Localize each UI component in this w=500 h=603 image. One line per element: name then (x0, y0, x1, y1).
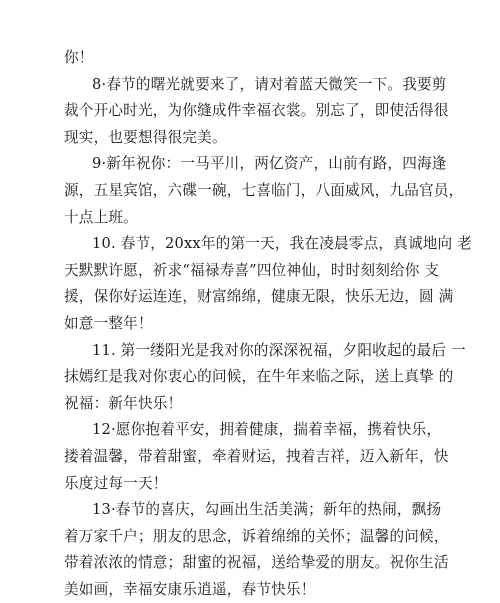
text-line: 着万家千户；朋友的思念，诉着绵绵的关怀；温馨的问候， (64, 527, 449, 545)
text-line: 你！ (64, 49, 94, 66)
text-line: 源，五星宾馆，六碟一碗，七喜临门，八面威风，九品官员， (64, 181, 464, 199)
text-line: 9·新年祝你：一马平川，两亿资产，山前有路，四海逢 (92, 155, 447, 173)
text-line: 裁个开心时光，为你缝成件幸福衣裳。别忘了，即使活得很 (64, 102, 449, 120)
text-line: 祝福：新年快乐！ (64, 394, 183, 412)
text-line: 12·愿你抱着平安，拥着健康，揣着幸福，携着快乐， (92, 421, 442, 439)
text-body (64, 45, 472, 603)
text-line: 援，保你好运连连，财富绵绵，健康无限，快乐无边，圆 满 (64, 288, 454, 306)
text-line: 十点上班。 (64, 208, 138, 226)
text-line: 带着浓浓的情意；甜蜜的祝福，送给挚爱的朋友。祝你生活 (64, 554, 449, 572)
text-line: 天默默许愿，祈求“福禄寿喜”四位神仙，时时刻刻给你 支 (64, 261, 440, 279)
text-line: 抹嫣红是我对你衷心的问候，在牛年来临之际，送上真挚 的 (64, 368, 454, 386)
text-line: 现实，也要想得很完美。 (64, 128, 227, 146)
text-line: 乐度过每一天！ (64, 474, 168, 492)
text-line: 搂着温馨，带着甜蜜，牵着财运，拽着吉祥，迈入新年，快 (64, 447, 449, 465)
text-line: 13·春节的喜庆，勾画出生活美满；新年的热闹，飘扬 (92, 501, 442, 519)
text-line: 8·春节的曙光就要来了，请对着蓝天微笑一下。我要剪 (92, 75, 447, 93)
text-line: 如意一整年！ (64, 314, 153, 332)
text-line: 11. 第一缕阳光是我对你的深深祝福，夕阳收起的最后 一 (92, 341, 466, 359)
text-line: 美如画，幸福安康乐逍遥，春节快乐！ (64, 580, 316, 598)
text-line: 10. 春节，20xx年的第一天，我在凌晨零点，真诚地向 老 (92, 235, 472, 253)
